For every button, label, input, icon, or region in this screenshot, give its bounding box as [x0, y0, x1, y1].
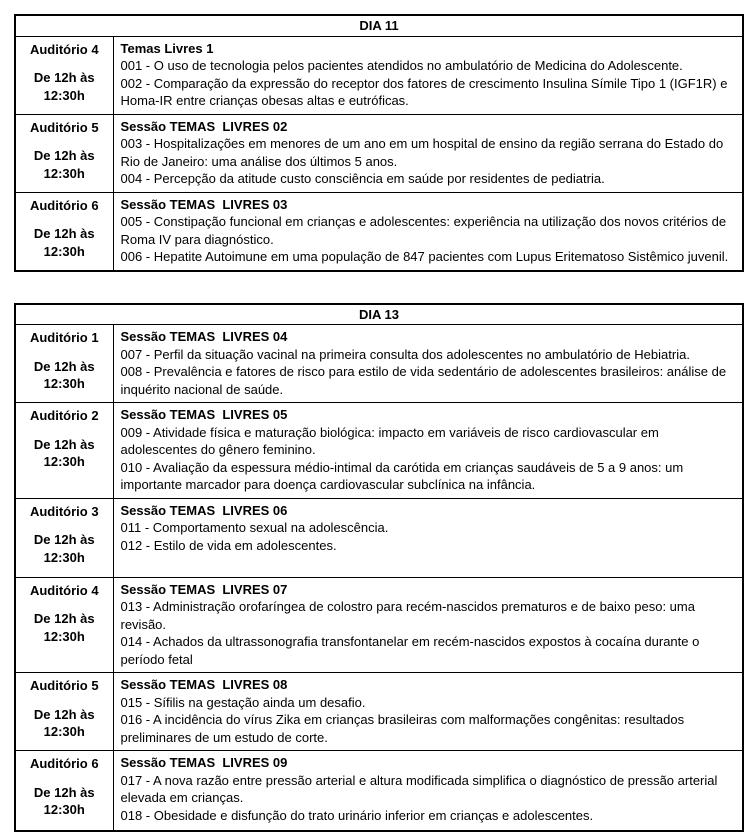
- auditorium-name: Auditório 6: [29, 197, 99, 213]
- session-item: 012 - Estilo de vida em adolescentes.: [120, 537, 337, 553]
- auditorium-name: Auditório 5: [29, 119, 99, 135]
- session-item: 017 - A nova razão entre pressão arterial e altura modificada simplifica o diagnóstico de pressão arterial elevada em crianças.: [120, 772, 718, 805]
- session-title: Sessão TEMAS LIVRES 03: [120, 196, 288, 212]
- time-line-2: 12:30h: [43, 549, 85, 565]
- session-item: 009 - Atividade física e maturação biológica: impacto em variáveis de risco cardiovascular em adolescentes do gênero feminino.: [120, 424, 659, 457]
- time-line-2: 12:30h: [43, 165, 85, 181]
- session-time: [19, 358, 110, 393]
- schedule-row: [15, 498, 743, 577]
- session-time: [19, 69, 110, 104]
- session-item: 018 - Obesidade e disfunção do trato urinário inferior em crianças e adolescentes.: [120, 807, 594, 823]
- session-item: 006 - Hepatite Autoimune em uma população de 847 pacientes com Lupus Eritematoso Sistêmico juvenil.: [120, 249, 729, 264]
- session-cell: [113, 577, 743, 673]
- time-line-1: De 12h às: [33, 532, 95, 547]
- session-title: Sessão TEMAS LIVRES 09: [120, 755, 288, 770]
- schedule-row: [15, 751, 743, 831]
- schedule-row: [15, 36, 743, 114]
- session-item: 013 - Administração orofaríngea de colostro para recém-nascidos prematuros e de baixo peso: uma revisão.: [120, 599, 695, 632]
- session-time: [19, 706, 110, 741]
- session-title: Sessão TEMAS LIVRES 05: [120, 407, 288, 422]
- session-cell: [113, 403, 743, 499]
- auditorium-name: Auditório 5: [29, 678, 99, 693]
- time-line-1: De 12h às: [33, 436, 95, 452]
- session-item: 011 - Comportamento sexual na adolescência.: [120, 520, 389, 535]
- session-time: [19, 784, 110, 819]
- auditorium-cell: [15, 577, 113, 673]
- auditorium-cell: [15, 673, 113, 751]
- schedule-row: [15, 673, 743, 751]
- day-header-row: [15, 304, 743, 325]
- schedule-row: [15, 577, 743, 673]
- time-line-1: De 12h às: [33, 706, 95, 722]
- session-cell: [113, 325, 743, 403]
- session-cell: [113, 114, 743, 192]
- session-cell: [113, 36, 743, 114]
- auditorium-name: Auditório 4: [29, 41, 99, 57]
- day-header-row: [15, 15, 743, 36]
- session-title: Sessão TEMAS LIVRES 06: [120, 502, 288, 518]
- time-line-2: 12:30h: [43, 724, 85, 739]
- session-time: [19, 147, 110, 182]
- time-line-1: De 12h às: [33, 611, 95, 626]
- time-line-2: 12:30h: [43, 243, 85, 259]
- session-cell: [113, 498, 743, 577]
- schedule-table-dia-13: [14, 303, 744, 832]
- session-item: 016 - A incidência do vírus Zika em crianças brasileiras com malformações congênitas: resultados preliminares de um estudo de corte.: [120, 712, 685, 745]
- session-cell: [113, 673, 743, 751]
- auditorium-cell: [15, 325, 113, 403]
- session-title: Sessão TEMAS LIVRES 02: [120, 118, 288, 134]
- session-item: 002 - Comparação da expressão do receptor dos fatores de crescimento Insulina Símile Tipo 1 (IGF1R) e Homa-IR entre crianças obesas altas e eutróficas.: [120, 75, 728, 108]
- schedule-row: [15, 403, 743, 499]
- time-line-1: De 12h às: [33, 226, 95, 241]
- session-item: 004 - Percepção da atitude custo consciência em saúde por residentes de pediatria.: [120, 171, 605, 186]
- session-item: 015 - Sífilis na gestação ainda um desafio.: [120, 694, 366, 710]
- auditorium-cell: [15, 114, 113, 192]
- schedule-row: [15, 192, 743, 271]
- session-time: [19, 225, 110, 260]
- session-time: [19, 436, 110, 471]
- session-cell: [113, 751, 743, 831]
- time-line-2: 12:30h: [43, 628, 85, 644]
- auditorium-cell: [15, 751, 113, 831]
- time-line-2: 12:30h: [43, 87, 85, 103]
- session-title: Sessão TEMAS LIVRES 07: [120, 581, 288, 597]
- time-line-2: 12:30h: [43, 454, 85, 469]
- session-time: [19, 531, 110, 566]
- day-header: DIA 11: [15, 15, 743, 36]
- session-time: [19, 610, 110, 645]
- auditorium-name: Auditório 2: [29, 408, 99, 423]
- schedule-table-dia-11: [14, 14, 744, 272]
- auditorium-name: Auditório 4: [29, 582, 99, 598]
- time-line-1: De 12h às: [33, 70, 95, 85]
- time-line-2: 12:30h: [43, 376, 85, 391]
- session-item: 010 - Avaliação da espessura médio-intimal da carótida em crianças saudáveis de 5 a 9 anos: um importante marcador para doença cardiovascular subclínica na infância.: [120, 459, 684, 492]
- session-cell: [113, 192, 743, 271]
- auditorium-cell: [15, 498, 113, 577]
- session-item: 003 - Hospitalizações em menores de um ano em um hospital de ensino da região serrana do Estado do Rio de Janeiro: uma análise dos últimos 5 anos.: [120, 136, 724, 169]
- auditorium-cell: [15, 403, 113, 499]
- session-item: 008 - Prevalência e fatores de risco para estilo de vida sedentário de adolescentes brasileiros: análise de inquérito nacional de saúde.: [120, 364, 727, 397]
- session-item: 007 - Perfil da situação vacinal na primeira consulta dos adolescentes no ambulatório de Hebiatria.: [120, 346, 690, 362]
- auditorium-name: Auditório 1: [29, 330, 99, 345]
- session-item: 014 - Achados da ultrassonografia transfontanelar em recém-nascidos expostos à cocaína durante o período fetal: [120, 634, 700, 667]
- time-line-1: De 12h às: [33, 784, 95, 800]
- session-title: Sessão TEMAS LIVRES 08: [120, 677, 288, 692]
- session-title: Sessão TEMAS LIVRES 04: [120, 329, 288, 344]
- auditorium-name: Auditório 3: [29, 503, 99, 519]
- session-item: 005 - Constipação funcional em crianças e adolescentes: experiência na utilização dos novos critérios de Roma IV para diagnóstico.: [120, 214, 727, 247]
- schedule-row: [15, 114, 743, 192]
- time-line-1: De 12h às: [33, 358, 95, 374]
- auditorium-cell: [15, 36, 113, 114]
- time-line-1: De 12h às: [33, 148, 95, 163]
- session-item: 001 - O uso de tecnologia pelos pacientes atendidos no ambulatório de Medicina do Adolescente.: [120, 58, 683, 73]
- schedule-row: [15, 325, 743, 403]
- day-header: DIA 13: [15, 304, 743, 325]
- auditorium-name: Auditório 6: [29, 756, 99, 771]
- time-line-2: 12:30h: [43, 802, 85, 817]
- session-title: Temas Livres 1: [120, 40, 214, 56]
- auditorium-cell: [15, 192, 113, 271]
